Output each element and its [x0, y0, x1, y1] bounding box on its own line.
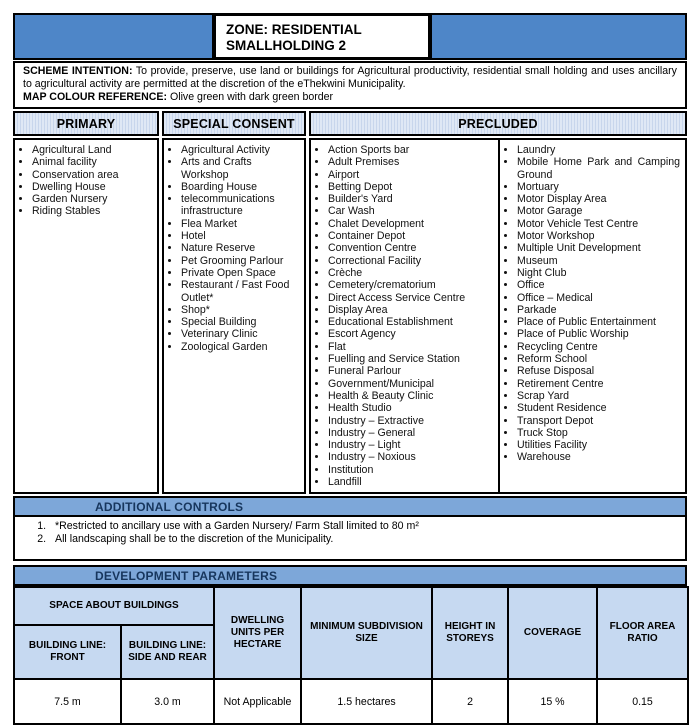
list-item: • telecommunications infrastructure [181, 193, 301, 218]
list-item: • Agricultural Activity [181, 144, 301, 156]
additional-controls-bar [13, 496, 687, 517]
minimum-subdivision-value: 1.5 hectares [301, 679, 432, 724]
list-item: • Place of Public Entertainment [517, 316, 682, 328]
list-item: • Office – Medical [517, 292, 682, 304]
additional-controls-list [23, 520, 677, 546]
right-blue-box [430, 13, 687, 60]
list-item: • Industry – Noxious [328, 451, 495, 463]
height-in-storeys-value: 2 [432, 679, 508, 724]
scheme-intention-text: SCHEME INTENTION: To provide, preserve, use land or buildings for Agricultural productivity, residential small holding and uses ancillary to agricultural activity are permitted at the discretion of the eThekwini Municipality. [23, 65, 677, 90]
list-item: • Educational Establishment [328, 316, 495, 328]
list-item: • Government/Municipal [328, 378, 495, 390]
list-item: • Private Open Space [181, 267, 301, 279]
list-item: • Container Depot [328, 230, 495, 242]
dwelling-units-value: Not Applicable [214, 679, 301, 724]
development-parameters-bar [13, 565, 687, 586]
primary-list-box [13, 138, 159, 494]
list-item: • Veterinary Clinic [181, 328, 301, 340]
list-item: • Builder's Yard [328, 193, 495, 205]
list-item: • Agricultural Land [32, 144, 154, 156]
use-zone-table [13, 111, 687, 494]
list-item: • Scrap Yard [517, 390, 682, 402]
coverage-value: 15 % [508, 679, 597, 724]
precluded-subcolumn-2 [498, 140, 685, 492]
list-item: • Escort Agency [328, 328, 495, 340]
special-consent-list [164, 140, 304, 357]
primary-column [13, 111, 159, 494]
list-item: • Health Studio [328, 402, 495, 414]
zoning-sheet [13, 13, 687, 725]
list-item: • Flea Market [181, 218, 301, 230]
list-item: • Correctional Facility [328, 255, 495, 267]
list-item: • Refuse Disposal [517, 365, 682, 377]
list-item: • Nature Reserve [181, 242, 301, 254]
building-line-front-value: 7.5 m [14, 679, 121, 724]
list-item: • Multiple Unit Development [517, 242, 682, 254]
list-item: • Warehouse [517, 451, 682, 463]
list-item: • Truck Stop [517, 427, 682, 439]
list-item: • Institution [328, 464, 495, 476]
floor-area-ratio-value: 0.15 [597, 679, 688, 724]
list-item: • Car Wash [328, 205, 495, 217]
list-item: • Boarding House [181, 181, 301, 193]
map-colour-reference: MAP COLOUR REFERENCE: Olive green with dark green border [23, 91, 334, 103]
primary-list [15, 140, 157, 222]
list-item: • Student Residence [517, 402, 682, 414]
height-in-storeys-header: HEIGHT IN STOREYS [432, 587, 508, 679]
development-parameters-table [13, 586, 689, 725]
space-about-buildings-header: SPACE ABOUT BUILDINGS [14, 587, 214, 625]
list-item: • Shop* [181, 304, 301, 316]
list-item: • Laundry [517, 144, 682, 156]
list-item: • Garden Nursery [32, 193, 154, 205]
special-consent-list-box [162, 138, 306, 494]
precluded-subcolumn-1 [311, 140, 498, 492]
building-line-side-rear-value: 3.0 m [121, 679, 214, 724]
precluded-list-2 [500, 140, 685, 468]
list-item: • Retirement Centre [517, 378, 682, 390]
list-item: • Industry – Extractive [328, 415, 495, 427]
list-item: • Arts and Crafts Workshop [181, 156, 301, 181]
additional-controls-box [13, 517, 687, 561]
list-item: • Utilities Facility [517, 439, 682, 451]
development-parameters-title: DEVELOPMENT PARAMETERS [95, 568, 278, 583]
list-item: • Industry – General [328, 427, 495, 439]
list-item: • Pet Grooming Parlour [181, 255, 301, 267]
list-item: • Office [517, 279, 682, 291]
list-item: • Conservation area [32, 169, 154, 181]
list-item: • Crèche [328, 267, 495, 279]
precluded-list-1 [311, 140, 498, 492]
list-item: • Transport Depot [517, 415, 682, 427]
list-item: • Recycling Centre [517, 341, 682, 353]
precluded-header: PRECLUDED [309, 111, 687, 136]
list-item: • Action Sports bar [328, 144, 495, 156]
list-item: • Display Area [328, 304, 495, 316]
scheme-intention-box [13, 61, 687, 109]
list-item: • Special Building [181, 316, 301, 328]
list-item: • Riding Stables [32, 205, 154, 217]
scheme-intention-label: SCHEME INTENTION: [23, 65, 133, 77]
precluded-list-box [309, 138, 687, 494]
zone-title: ZONE: RESIDENTIAL SMALLHOLDING 2 [213, 13, 431, 60]
list-item: • Airport [328, 169, 495, 181]
precluded-column [309, 111, 687, 494]
coverage-header: COVERAGE [508, 587, 597, 679]
list-item: • Motor Vehicle Test Centre [517, 218, 682, 230]
minimum-subdivision-header: MINIMUM SUBDIVISION SIZE [301, 587, 432, 679]
list-item: • Motor Workshop [517, 230, 682, 242]
list-item: • Flat [328, 341, 495, 353]
list-item: • Adult Premises [328, 156, 495, 168]
dwelling-units-header: DWELLING UNITS PER HECTARE [214, 587, 301, 679]
list-item: • Animal facility [32, 156, 154, 168]
map-colour-label: MAP COLOUR REFERENCE: [23, 91, 168, 103]
list-item: • Mobile Home Park and Camping Ground [517, 156, 682, 181]
list-item: • Fuelling and Service Station [328, 353, 495, 365]
building-line-front-header: BUILDING LINE: FRONT [14, 625, 121, 679]
list-item: • Museum [517, 255, 682, 267]
list-item: • Betting Depot [328, 181, 495, 193]
title-row [13, 13, 687, 60]
list-item: • Dwelling House [32, 181, 154, 193]
list-item: • Motor Garage [517, 205, 682, 217]
additional-controls-title: ADDITIONAL CONTROLS [95, 499, 244, 514]
building-line-side-rear-header: BUILDING LINE: SIDE AND REAR [121, 625, 214, 679]
list-item: • Reform School [517, 353, 682, 365]
list-item: • Health & Beauty Clinic [328, 390, 495, 402]
list-item: • Convention Centre [328, 242, 495, 254]
list-item: • Zoological Garden [181, 341, 301, 353]
left-blue-box [13, 13, 214, 60]
list-item: • Parkade [517, 304, 682, 316]
list-item: • Mortuary [517, 181, 682, 193]
list-item: • Chalet Development [328, 218, 495, 230]
list-item: • Motor Display Area [517, 193, 682, 205]
list-item: • Industry – Light [328, 439, 495, 451]
list-item: • Restaurant / Fast Food Outlet* [181, 279, 301, 304]
list-item: 2. All landscaping shall be to the discretion of the Municipality. [49, 533, 677, 546]
list-item: • Hotel [181, 230, 301, 242]
list-item: 1. *Restricted to ancillary use with a Garden Nursery/ Farm Stall limited to 80 m² [49, 520, 677, 533]
list-item: • Landfill [328, 476, 495, 488]
floor-area-ratio-header: FLOOR AREA RATIO [597, 587, 688, 679]
special-consent-header: SPECIAL CONSENT [162, 111, 306, 136]
list-item: • Funeral Parlour [328, 365, 495, 377]
list-item: • Direct Access Service Centre [328, 292, 495, 304]
list-item: • Place of Public Worship [517, 328, 682, 340]
list-item: • Cemetery/crematorium [328, 279, 495, 291]
primary-header: PRIMARY [13, 111, 159, 136]
special-consent-column [162, 111, 306, 494]
list-item: • Night Club [517, 267, 682, 279]
